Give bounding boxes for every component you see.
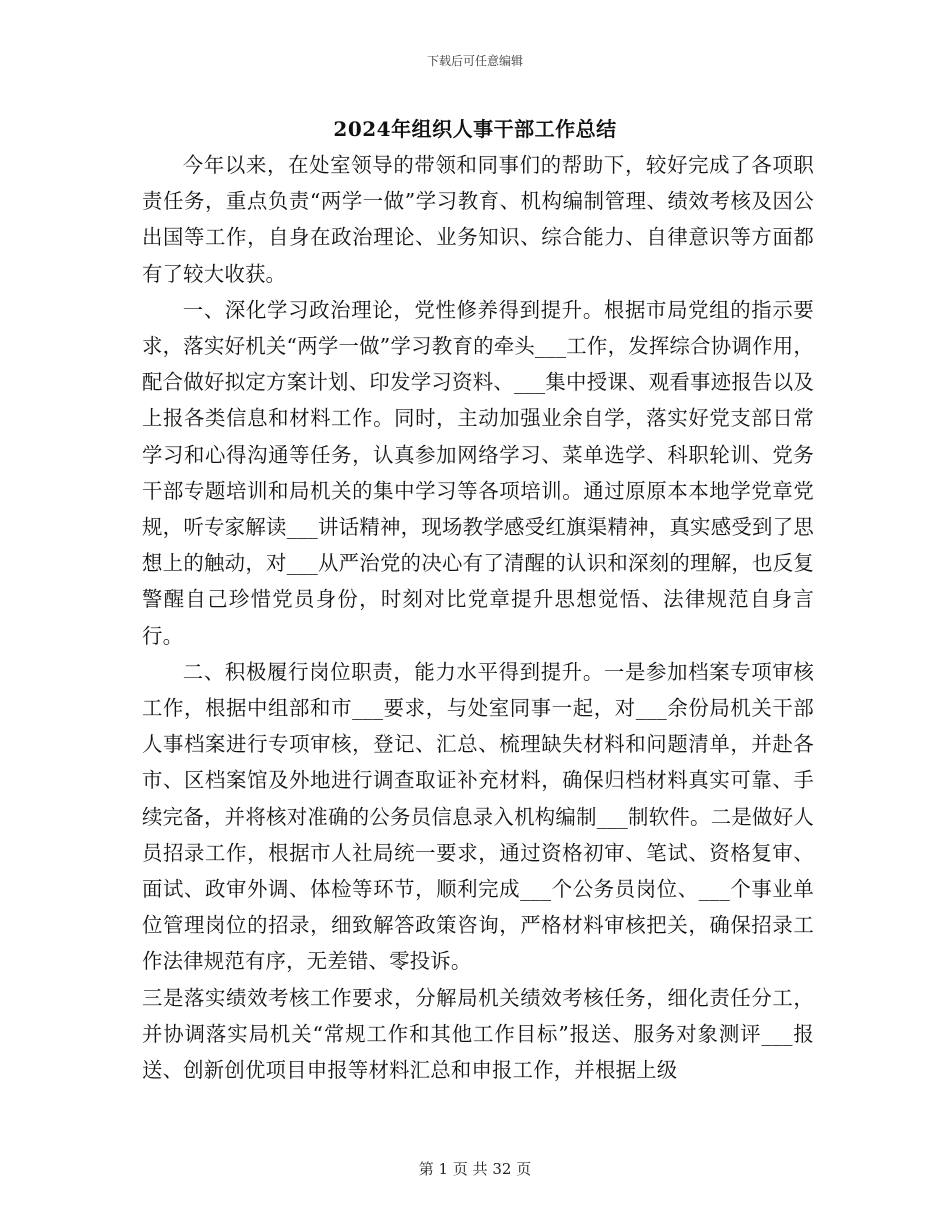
document-body [142,147,814,1088]
page-number: 第 1 页 共 32 页 [418,1160,532,1178]
header-note: 下载后可任意编辑 [426,54,523,68]
paragraph-section-one: 一、深化学习政治理论，党性修养得到提升。根据市局党组的指示要求，落实好机关“两学一做”学习教育的牵头___工作，发挥综合协调作用，配合做好拟定方案计划、印发学习资料、___集中授课、观看事迹报告以及上报各类信息和材料工作。同时，主动加强业余自学，落实好党支部日常学习和心得沟通等任务，认真参加网络学习、菜单选学、科职轮训、党务干部专题培训和局机关的集中学习等各项培训。通过原原本本地学党章党规，听专家解读___讲话精神，现场教学感受红旗渠精神，真实感受到了思想上的触动，对___从严治党的决心有了清醒的认识和深刻的理解，也反复警醒自己珍惜党员身份，时刻对比党章提升思想觉悟、法律规范自身言行。 [142,297,814,648]
document-title: 2024年组织人事干部工作总结 [333,117,617,141]
paragraph-intro: 今年以来，在处室领导的带领和同事们的帮助下，较好完成了各项职责任务，重点负责“两学一做”学习教育、机构编制管理、绩效考核及因公出国等工作，自身在政治理论、业务知识、综合能力、自律意识等方面都有了较大收获。 [142,153,814,286]
paragraph-section-two-continued: 三是落实绩效考核工作要求，分解局机关绩效考核任务，细化责任分工，并协调落实局机关“常规工作和其他工作目标”报送、服务对象测评___报送、创新创优项目申报等材料汇总和申报工作，并根据上级 [142,985,814,1083]
paragraph-section-two: 二、积极履行岗位职责，能力水平得到提升。一是参加档案专项审核工作，根据中组部和市___要求，与处室同事一起，对___余份局机关干部人事档案进行专项审核，登记、汇总、梳理缺失材料和问题清单，并赴各市、区档案馆及外地进行调查取证补充材料，确保归档材料真实可靠、手续完备，并将核对准确的公务员信息录入机构编制___制软件。二是做好人员招录工作，根据市人社局统一要求，通过资格初审、笔试、资格复审、面试、政审外调、体检等环节，顺利完成___个公务员岗位、___个事业单位管理岗位的招录，细致解答政策咨询，严格材料审核把关，确保招录工作法律规范有序，无差错、零投诉。 [142,659,814,974]
